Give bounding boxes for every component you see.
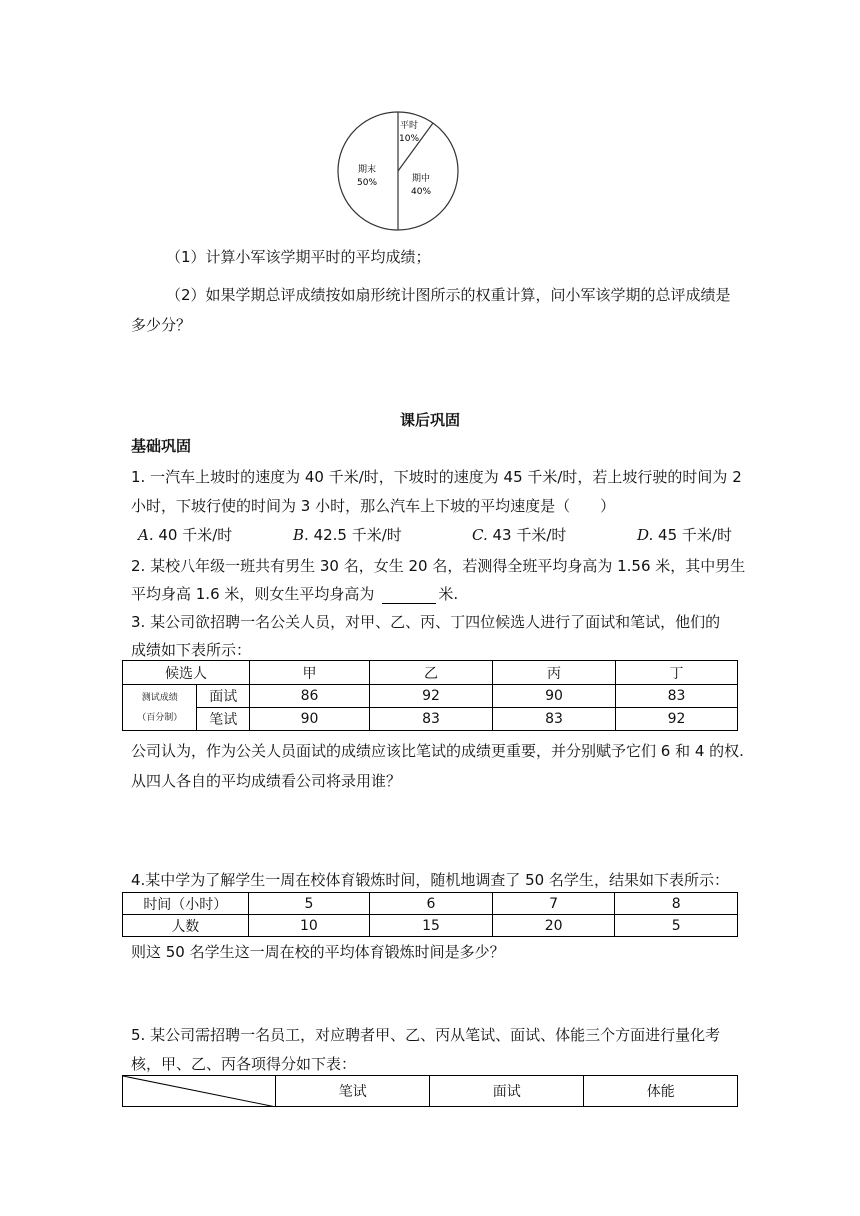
prev-question-part2-cont: 多少分？ [131,316,192,334]
pie-label-pingshi: 平时 [400,121,419,131]
q1-option-b: B. 42.5 千米/时 [293,526,402,544]
table-cell: 8 [615,893,738,915]
q3-group-label: 测试成绩 （百分制） [123,685,197,731]
prev-question-part1: （1）计算小军该学期平时的平均成绩； [166,248,431,266]
q4-after: 则这 50 名学生这一周在校的平均体育锻炼时间是多少？ [131,943,505,961]
q5-table-header-row [123,1076,738,1107]
pie-pct-qimo: 50% [357,178,378,188]
q1-line2: 小时，下坡行使的时间为 3 小时，那么汽车上下坡的平均速度是（ ） [131,497,616,515]
q4-row-label-time: 时间（小时） [123,893,249,915]
table-cell: 20 [492,915,615,937]
pie-pct-qizhong: 40% [411,187,432,197]
table-row [123,893,738,915]
q3-header-yi: 乙 [370,661,493,685]
q3-line2: 成绩如下表所示： [131,641,252,659]
q5-score-table [122,1075,738,1107]
q3-score-table [122,660,738,731]
q5-header-interview: 面试 [429,1076,584,1107]
q4-exercise-table [122,892,738,937]
table-cell: 7 [492,893,615,915]
section-title: 课后巩固 [399,411,460,429]
q3-row-label-written: 笔试 [197,708,250,731]
q3-header-candidate: 候选人 [123,661,250,685]
q4-line1: 4.某中学为了解学生一周在校体育锻炼时间，随机地调查了 50 名学生，结果如下表所示： [131,871,729,889]
q3-header-bing: 丙 [493,661,616,685]
subsection-title: 基础巩固 [131,437,192,455]
q3-line1: 3. 某公司欲招聘一名公关人员，对甲、乙、丙、丁四位候选人进行了面试和笔试，他们的 [131,613,721,631]
pie-chart [336,110,462,232]
pie-label-qimo: 期末 [358,165,377,175]
table-cell: 86 [250,685,370,708]
table-cell: 92 [370,685,493,708]
q4-row-label-count: 人数 [123,915,249,937]
table-cell: 83 [615,685,737,708]
table-cell: 10 [248,915,370,937]
q5-diagonal-header-cell [123,1076,276,1107]
q5-header-fitness: 体能 [584,1076,738,1107]
q1-option-a: A. 40 千米/时 [138,526,233,544]
q5-line2: 核，甲、乙、丙各项得分如下表： [131,1055,357,1073]
table-cell: 83 [370,708,493,731]
table-row [123,685,738,708]
prev-question-part2: （2）如果学期总评成绩按如扇形统计图所示的权重计算，问小军该学期的总评成绩是 [166,286,731,304]
q2-line1: 2. 某校八年级一班共有男生 30 名，女生 20 名，若测得全班平均身高为 1.56 米，其中男生 [131,557,746,575]
q3-after-line2: 从四人各自的平均成绩看公司将录用谁？ [131,772,402,790]
table-cell: 5 [615,915,738,937]
q5-line1: 5. 某公司需招聘一名员工，对应聘者甲、乙、丙从笔试、面试、体能三个方面进行量化考 [131,1026,721,1044]
q3-header-jia: 甲 [250,661,370,685]
table-cell: 90 [250,708,370,731]
table-cell: 5 [248,893,370,915]
q2-line2: 平均身高 1.6 米，则女生平均身高为 米. [131,585,459,603]
pie-label-qizhong: 期中 [412,174,431,184]
q3-table-header-row [123,661,738,685]
q5-diagonal-line [123,1076,276,1107]
pie-pct-pingshi: 10% [399,134,420,144]
table-cell: 6 [370,893,493,915]
table-cell: 15 [370,915,493,937]
q1-line1: 1. 一汽车上坡时的速度为 40 千米/时，下坡时的速度为 45 千米/时，若上坡行驶的时间为 2 [131,468,742,486]
table-row [123,708,738,731]
table-row [123,915,738,937]
q5-header-written: 笔试 [276,1076,430,1107]
table-cell: 92 [615,708,737,731]
table-cell: 90 [493,685,616,708]
table-cell: 83 [493,708,616,731]
q3-after-line1: 公司认为，作为公关人员面试的成绩应该比笔试的成绩更重要，并分别赋予它们 6 和 4 的权. [131,742,744,760]
q1-option-d: D. 45 千米/时 [637,526,732,544]
q3-row-label-interview: 面试 [197,685,250,708]
q1-option-c: C. 43 千米/时 [472,526,567,544]
q2-answer-blank[interactable] [382,587,436,604]
q3-header-ding: 丁 [615,661,737,685]
